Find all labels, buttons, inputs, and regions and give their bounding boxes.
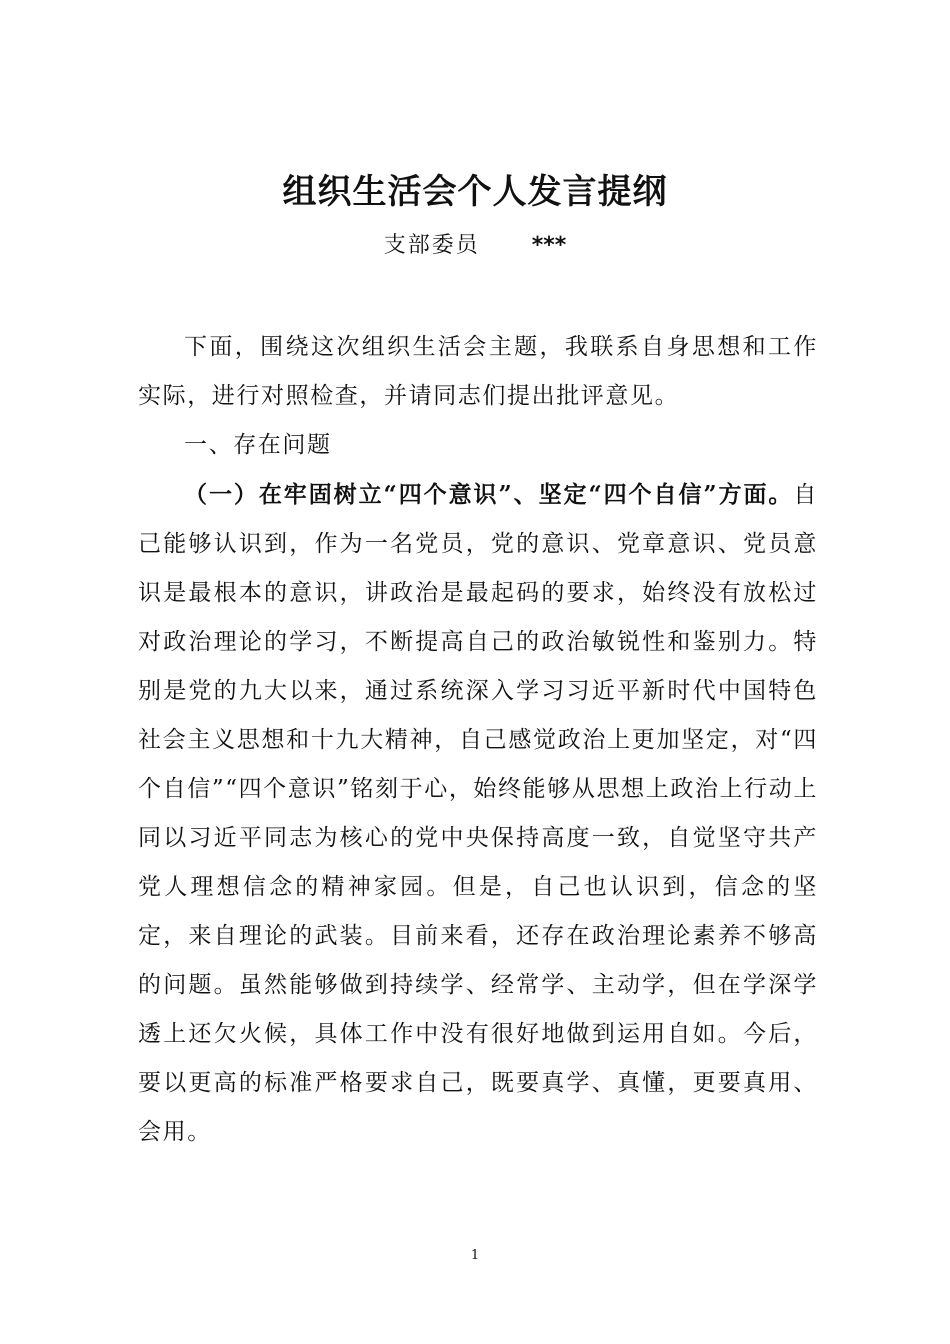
subsection-text: 自己能够认识到，作为一名党员，党的意识、党章意识、党员意识是最根本的意识，讲政治是最起码的要求，始终没有放松过对政治理论的学习，不断提高自己的政治敏锐性和鉴别力。特别是党的九大以来，通过系统深入学习习近平新时代中国特色社会主义思想和十九大精神，自己感觉政治上更加坚定，对“四个自信”“四个意识”铭刻于心，始终能够从思想上政治上行动上同以习近平同志为核心的党中央保持高度一致，自觉坚守共产党人理想信念的精神家园。但是，自己也认识到，信念的坚定，来自理论的武装。目前来看，还存在政治理论素养不够高的问题。虽然能够做到持续学、经常学、主动学，但在学深学透上还欠火候，具体工作中没有很好地做到运用自如。今后，要以更高的标准严格要求自己，既要真学、真懂，更要真用、会用。: [138, 482, 818, 1145]
intro-paragraph: 下面，围绕这次组织生活会主题，我联系自身思想和工作实际，进行对照检查，并请同志们提出批评意见。: [138, 334, 818, 409]
author-line: [0, 226, 950, 266]
page-number: 1: [470, 1248, 480, 1263]
document-title: 组织生活会个人发言提纲: [282, 172, 668, 212]
author-name: ***: [531, 233, 567, 258]
subsection-heading: （一）在牢固树立“四个意识”、坚定“四个自信”方面。: [184, 481, 794, 508]
subsection-paragraph: [138, 470, 818, 1157]
section-heading: 一、存在问题: [184, 432, 332, 458]
author-role: 支部委员: [383, 233, 480, 258]
document-body: [138, 323, 818, 1157]
